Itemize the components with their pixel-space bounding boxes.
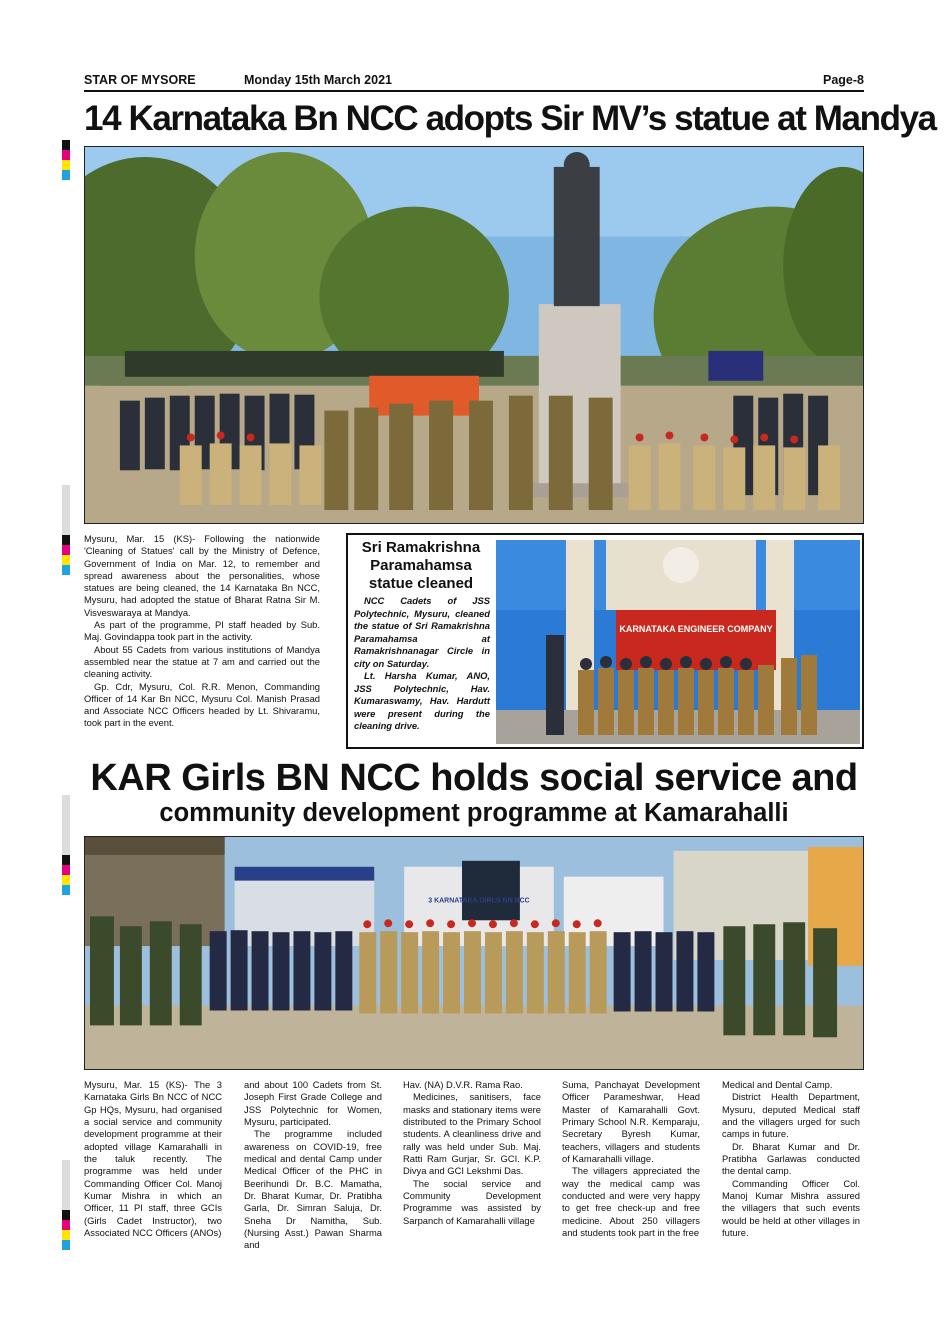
masthead	[84, 73, 864, 91]
article-paragraph: District Health Department, Mysuru, deputed Medical staff and the villagers urged for such camps in future.	[722, 1091, 860, 1140]
photo-ramakrishna-statue-cleaning	[496, 540, 860, 744]
headline-statue-mandya: 14 Karnataka Bn NCC adopts Sir MV’s statue at Mandya	[84, 99, 936, 138]
subheadline-kamarahalli: community development programme at Kamarahalli	[159, 799, 789, 827]
registration-mark	[62, 485, 70, 575]
article-column-3	[403, 1079, 541, 1227]
article-paragraph: Commanding Officer Col. Manoj Kumar Mishra assured the villagers that such events would be held at other villages in future.	[722, 1177, 860, 1239]
article-column-5	[722, 1079, 860, 1239]
article-paragraph: As part of the programme, PI staff headed by Sub. Maj. Govindappa took part in the activity.	[84, 619, 320, 643]
page-number: Page-8	[823, 73, 864, 87]
sidebar-paragraph: Lt. Harsha Kumar, ANO, JSS Polytechnic, Hav. Kumaraswamy, Hav. Hardutt were present during the cleaning drive.	[354, 670, 490, 731]
article-paragraph: The social service and Community Development Programme was assisted by Sarpanch of Kamarahalli village	[403, 1177, 541, 1226]
article-paragraph: and about 100 Cadets from St. Joseph First Grade College and JSS Polytechnic for Women, Mysuru, participated.	[244, 1079, 382, 1128]
article-column-4	[562, 1079, 700, 1239]
registration-mark	[62, 1160, 70, 1250]
sidebar-title: Sri Ramakrishna Paramahamsa statue cleaned	[361, 539, 481, 592]
header-rule	[84, 90, 864, 92]
article-paragraph: Medical and Dental Camp.	[722, 1079, 833, 1090]
sidebar-paragraph: NCC Cadets of JSS Polytechnic, Mysuru, cleaned the statue of Sri Ramakrishna Paramahamsa at Ramakrishnanagar Circle in city on Saturday.	[354, 595, 490, 669]
sidebar-ramakrishna-statue	[346, 533, 864, 749]
article-paragraph: Suma, Panchayat Development Officer Parameshwar, Head Master of Kamarahalli Govt. Primary School N.R. Kemparaju, Secretary Byresh Kumar, teachers, villagers and students of Kamarahalli village.	[562, 1079, 700, 1165]
article-paragraph: The programme included awareness on COVID-19, free medical and dental Camp under Medical Officer of the PHC in Beerihundi Dr. B.C. Mamatha, Dr. Bharat Kumar, Dr. Pratibha Garla, Dr. Simran Saluja, Dr. Sneha Dr Namitha, Sub. (Nursing Asst.) Pawan Sharma and	[244, 1128, 382, 1251]
issue-date: Monday 15th March 2021	[244, 73, 392, 87]
banner-text: KARNATAKA ENGINEER COMPANY	[619, 624, 773, 634]
sidebar-text	[354, 595, 490, 733]
photo-kar-girls-bn-group	[84, 836, 864, 1070]
registration-mark	[62, 795, 70, 895]
article-paragraph: Mysuru, Mar. 15 (KS)- The 3 Karnataka Girls Bn NCC of NCC Gp HQs, Mysuru, had organised a social service and community development programme at their adopted village Kamarahalli in the taluk recently. The programme was held under Commanding Officer Col. Manoj Kumar Mishra in which an Officer, 11 PI staff, three GCIs (Girls Cadet Instructor), two Associated NCC Officers (ANOs)	[84, 1079, 222, 1239]
newspaper-name: STAR OF MYSORE	[84, 73, 196, 87]
article-paragraph: Medicines, sanitisers, face masks and stationary items were distributed to the Primary School students. A cleanliness drive and rally was held under Sub. Maj. Ratti Ram Gurjar, Sr. GCI. K.P. Divya and GCI Lekshmi Das.	[403, 1091, 541, 1177]
article-statue-mandya	[84, 533, 320, 730]
article-paragraph: Gp. Cdr, Mysuru, Col. R.R. Menon, Commanding Officer of 14 Kar Bn NCC, Mysuru Col. Manish Prasad and Associate NCC Officers headed by Lt. Shivaramu, took part in the event.	[84, 680, 320, 729]
article-column-1	[84, 1079, 222, 1239]
article-paragraph: Mysuru, Mar. 15 (KS)- Following the nationwide 'Cleaning of Statues' call by the Ministry of Defence, Government of India on Mar. 12, to remember and spread awareness about the personalities, whose statues are being cleaned, the 14 Karnataka Bn NCC, Mysuru, had adopted the statue of Bharat Ratna Sir M. Visveswaraya at Mandya.	[84, 533, 320, 618]
article-paragraph: Dr. Bharat Kumar and Dr. Pratibha Garlawas conducted the dental camp.	[722, 1140, 860, 1177]
article-paragraph: The villagers appreciated the way the medical camp was conducted and were very happy to get free check-up and free medicine. About 250 villagers and students took part in the free	[562, 1165, 700, 1239]
article-paragraph: About 55 Cadets from various institutions of Mandya assembled near the statue at 7 am and carried out the cleaning activity.	[84, 643, 320, 680]
article-column-2	[244, 1079, 382, 1252]
banner-text: 3 KARNATAKA GIRLS BN NCC	[428, 897, 530, 905]
headline-kar-girls-bn: KAR Girls BN NCC holds social service and	[90, 757, 858, 799]
registration-mark	[62, 140, 70, 180]
article-paragraph: Hav. (NA) D.V.R. Rama Rao.	[403, 1079, 523, 1090]
photo-ncc-cadets-at-sir-mv-statue	[84, 146, 864, 524]
